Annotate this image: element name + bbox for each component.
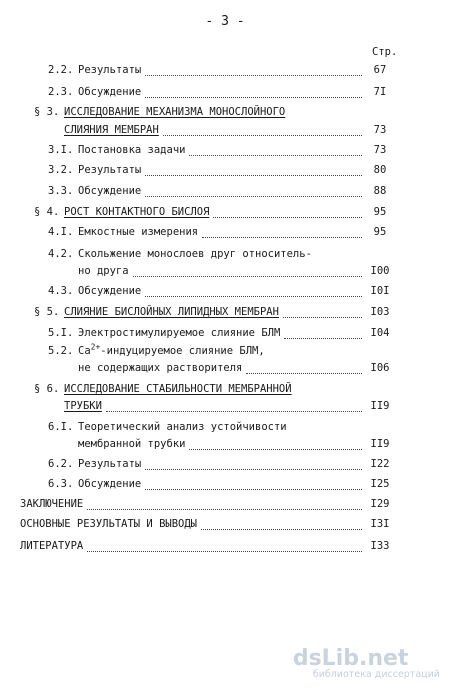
toc-entry-number: § 6. [34,383,60,395]
toc-entry-title-line: РОСТ КОНТАКТНОГО БИСЛОЯ [64,206,210,218]
toc-entry-number: 2.3. [48,86,74,98]
toc-page-number: I25 [370,478,390,490]
toc-entry-number: § 4. [34,206,60,218]
toc-entry-number: 6.2. [48,458,74,470]
toc-page-number: I04 [370,327,390,339]
toc-page-number: II9 [370,400,390,412]
toc-page-number: I03 [370,306,390,318]
toc-page-number: 73 [373,124,387,136]
toc-entry-title-line: ЗАКЛЮЧЕНИЕ [20,498,84,510]
toc-dot-leader [163,134,362,136]
toc-entry-title-line: мембранной трубки [78,438,186,450]
toc-entry-number: § 5. [34,306,60,318]
toc-dot-leader [201,528,362,530]
toc-entry-number: § 3. [34,106,60,118]
toc-page-number: I0I [370,285,390,297]
toc-entry-title-line: Электростимулируемое слияние БЛМ [78,327,281,339]
toc-entry-title-line: Результаты [78,458,142,470]
toc-dot-leader [87,550,362,552]
toc-entry-title-line: ТРУБКИ [64,400,102,412]
toc-page-number: 73 [373,144,387,156]
toc-page-number: I3I [370,518,390,530]
toc-entry-number: 3.3. [48,185,74,197]
toc-entry-number: 6.I. [48,421,74,433]
toc-title-text: -индуцируемое слияние БЛМ, [100,345,265,357]
toc-dot-leader [202,236,362,238]
toc-entry-number: 3.2. [48,164,74,176]
toc-dot-leader [145,488,362,490]
toc-dot-leader [87,508,362,510]
toc-entry-title-line: Скольжение монослоев друг относитель- [78,248,312,260]
toc-entry-title-line: Результаты [78,64,142,76]
toc-dot-leader [145,468,362,470]
toc-page-number: I06 [370,362,390,374]
toc-entry-number: 6.3. [48,478,74,490]
toc-entry-number: 4.2. [48,248,74,260]
watermark-logo: dsLib.net [292,646,409,671]
toc-entry-title-line: Теоретический анализ устойчивости [78,421,287,433]
toc-page-number: 7I [373,86,387,98]
toc-page-number: I00 [370,265,390,277]
toc-entry-title-line: СЛИЯНИЯ МЕМБРАН [64,124,159,136]
toc-page-number: 88 [373,185,387,197]
toc-page-number: 95 [373,206,387,218]
toc-dot-leader [145,74,362,76]
toc-entry-title-line: СЛИЯНИЕ БИСЛОЙНЫХ ЛИПИДНЫХ МЕМБРАН [64,306,279,318]
toc-entry-title-line: ИССЛЕДОВАНИЕ МЕХАНИЗМА МОНОСЛОЙНОГО [64,106,286,118]
toc-entry-title-line: Емкостные измерения [78,226,199,238]
toc-title-superscript: 2+ [90,342,101,352]
toc-dot-leader [246,372,362,374]
toc-dot-leader [106,410,362,412]
toc-title-text: Са [78,345,91,357]
toc-entry-number: 5.I. [48,327,74,339]
watermark [293,646,440,680]
toc-dot-leader [145,174,362,176]
toc-entry-title-line: ИССЛЕДОВАНИЕ СТАБИЛЬНОСТИ МЕМБРАННОЙ [64,383,292,395]
toc-page-number: 80 [373,164,387,176]
page-number: - 3 - [205,14,245,29]
toc-entry-title-line: ОСНОВНЫЕ РЕЗУЛЬТАТЫ И ВЫВОДЫ [20,518,198,530]
toc-entry-title-line: не содержащих растворителя [78,362,243,374]
toc-entry-title-line: ЛИТЕРАТУРА [20,540,84,552]
toc-page-number: I29 [370,498,390,510]
toc-entry-title-line: Обсуждение [78,285,142,297]
toc-entry-title-line: Результаты [78,164,142,176]
toc-entry-title-line: Постановка задачи [78,144,186,156]
toc-dot-leader [145,96,362,98]
toc-page-number: II9 [370,438,390,450]
toc-entry-number: 5.2. [48,345,74,357]
toc-entry-title-line [78,342,265,357]
toc-entry-number: 4.I. [48,226,74,238]
toc-page-number: I33 [370,540,390,552]
toc-entry-title-line: Обсуждение [78,86,142,98]
toc-dot-leader [189,448,362,450]
toc-dot-leader [145,295,362,297]
watermark-subtitle: библиотека диссертаций [312,669,440,680]
toc-dot-leader [189,154,362,156]
toc-dot-leader [213,216,362,218]
toc-entry-title-line: Обсуждение [78,185,142,197]
toc-dot-leader [284,337,362,339]
toc-page-number: 67 [373,64,387,76]
toc-page-number: I22 [370,458,390,470]
toc-entry-number: 2.2. [48,64,74,76]
toc-entry-title-line: Обсуждение [78,478,142,490]
toc-dot-leader [133,275,362,277]
toc-dot-leader [283,316,362,318]
toc-entry-title-line: но друга [78,265,129,277]
page-column-header: Стр. [372,46,398,58]
toc-entry-number: 3.I. [48,144,74,156]
toc-entry-number: 4.3. [48,285,74,297]
toc-page-number: 95 [373,226,387,238]
toc-dot-leader [145,195,362,197]
